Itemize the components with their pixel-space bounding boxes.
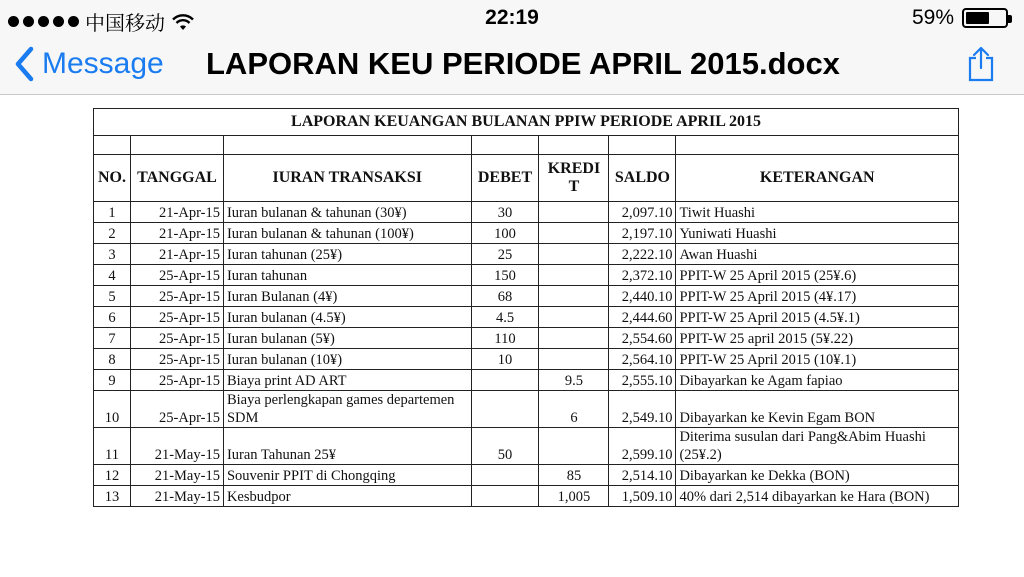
document-viewer[interactable] — [0, 95, 1024, 577]
cell-tanggal: 21-May-15 — [130, 486, 223, 507]
cell-debet: 4.5 — [471, 307, 539, 328]
cell-no: 1 — [94, 202, 131, 223]
cell-tanggal: 25-Apr-15 — [130, 349, 223, 370]
cell-debet: 100 — [471, 223, 539, 244]
cell-saldo: 2,554.60 — [609, 328, 676, 349]
cell-keterangan: Dibayarkan ke Kevin Egam BON — [676, 391, 959, 428]
cell-no: 7 — [94, 328, 131, 349]
share-icon[interactable] — [966, 46, 996, 82]
cell-kredit — [539, 265, 609, 286]
report-table — [93, 108, 959, 507]
report-title: LAPORAN KEUANGAN BULANAN PPIW PERIODE APRIL 2015 — [94, 109, 959, 136]
cell-no: 10 — [94, 391, 131, 428]
header-kredit: KREDI T — [539, 155, 609, 202]
back-label: Message — [42, 47, 164, 80]
cell-kredit — [539, 286, 609, 307]
cell-saldo: 2,549.10 — [609, 391, 676, 428]
cell-no: 13 — [94, 486, 131, 507]
cell-keterangan: Diterima susulan dari Pang&Abim Huashi (25¥.2) — [676, 428, 959, 465]
cell-debet: 110 — [471, 328, 539, 349]
cell-tanggal: 21-Apr-15 — [130, 202, 223, 223]
cell-saldo: 2,197.10 — [609, 223, 676, 244]
cell-keterangan: Yuniwati Huashi — [676, 223, 959, 244]
cell-keterangan: PPIT-W 25 April 2015 (4¥.17) — [676, 286, 959, 307]
cell-kredit — [539, 202, 609, 223]
header-debet: DEBET — [471, 155, 539, 202]
table-row — [94, 307, 959, 328]
header-keterangan: KETERANGAN — [676, 155, 959, 202]
cell-tanggal: 25-Apr-15 — [130, 370, 223, 391]
cell-saldo: 2,222.10 — [609, 244, 676, 265]
carrier-label: 中国移动 — [85, 13, 165, 35]
cell-no: 6 — [94, 307, 131, 328]
cell-transaksi: Iuran bulanan & tahunan (30¥) — [223, 202, 471, 223]
cell-keterangan: Awan Huashi — [676, 244, 959, 265]
table-row — [94, 465, 959, 486]
cell-debet: 25 — [471, 244, 539, 265]
blank-row — [94, 136, 959, 155]
cell-no: 12 — [94, 465, 131, 486]
cell-kredit: 9.5 — [539, 370, 609, 391]
cell-saldo: 2,514.10 — [609, 465, 676, 486]
status-time: 22:19 — [485, 6, 539, 29]
cell-transaksi: Iuran tahunan — [223, 265, 471, 286]
cell-transaksi: Iuran bulanan (5¥) — [223, 328, 471, 349]
cell-kredit: 1,005 — [539, 486, 609, 507]
cell-tanggal: 21-May-15 — [130, 465, 223, 486]
cell-debet: 150 — [471, 265, 539, 286]
cell-saldo: 1,509.10 — [609, 486, 676, 507]
cell-keterangan: PPIT-W 25 april 2015 (5¥.22) — [676, 328, 959, 349]
cell-no: 9 — [94, 370, 131, 391]
table-row — [94, 223, 959, 244]
header-iuran-transaksi: IURAN TRANSAKSI — [223, 155, 471, 202]
cell-keterangan: Dibayarkan ke Agam fapiao — [676, 370, 959, 391]
table-row — [94, 391, 959, 428]
cell-kredit — [539, 307, 609, 328]
cell-keterangan: PPIT-W 25 April 2015 (4.5¥.1) — [676, 307, 959, 328]
cell-kredit: 85 — [539, 465, 609, 486]
cell-tanggal: 21-Apr-15 — [130, 244, 223, 265]
table-row — [94, 328, 959, 349]
cell-keterangan: 40% dari 2,514 dibayarkan ke Hara (BON) — [676, 486, 959, 507]
table-row — [94, 486, 959, 507]
back-button[interactable] — [12, 44, 164, 84]
cell-transaksi: Iuran bulanan & tahunan (100¥) — [223, 223, 471, 244]
cell-kredit — [539, 328, 609, 349]
cell-saldo: 2,555.10 — [609, 370, 676, 391]
cell-no: 11 — [94, 428, 131, 465]
battery-percent: 59% — [911, 6, 954, 29]
cell-transaksi: Iuran bulanan (4.5¥) — [223, 307, 471, 328]
cell-kredit — [539, 223, 609, 244]
cell-transaksi: Biaya print AD ART — [223, 370, 471, 391]
cell-transaksi: Iuran tahunan (25¥) — [223, 244, 471, 265]
cell-no: 4 — [94, 265, 131, 286]
cell-kredit — [539, 428, 609, 465]
navigation-bar — [0, 36, 1024, 95]
table-row — [94, 428, 959, 465]
cell-transaksi: Iuran bulanan (10¥) — [223, 349, 471, 370]
table-row — [94, 244, 959, 265]
battery-icon — [962, 8, 1008, 28]
cell-saldo: 2,599.10 — [609, 428, 676, 465]
table-row — [94, 286, 959, 307]
cell-tanggal: 21-May-15 — [130, 428, 223, 465]
cell-tanggal: 25-Apr-15 — [130, 286, 223, 307]
status-bar — [0, 0, 1024, 36]
cell-debet: 50 — [471, 428, 539, 465]
cell-debet — [471, 391, 539, 428]
cell-tanggal: 25-Apr-15 — [130, 307, 223, 328]
cell-saldo: 2,097.10 — [609, 202, 676, 223]
table-row — [94, 202, 959, 223]
cell-tanggal: 25-Apr-15 — [130, 265, 223, 286]
cell-keterangan: PPIT-W 25 April 2015 (25¥.6) — [676, 265, 959, 286]
header-saldo: SALDO — [609, 155, 676, 202]
header-no: NO. — [94, 155, 131, 202]
cell-kredit — [539, 349, 609, 370]
header-tanggal: TANGGAL — [130, 155, 223, 202]
status-right — [912, 6, 1008, 30]
cell-keterangan: Dibayarkan ke Dekka (BON) — [676, 465, 959, 486]
table-row — [94, 265, 959, 286]
cell-transaksi: Kesbudpor — [223, 486, 471, 507]
cell-debet — [471, 465, 539, 486]
page-title: LAPORAN KEU PERIODE APRIL 2015.docx — [206, 46, 840, 81]
header-row — [94, 155, 959, 202]
cell-transaksi: Biaya perlengkapan games departemen SDM — [223, 391, 471, 428]
cell-keterangan: Tiwit Huashi — [676, 202, 959, 223]
cell-tanggal: 25-Apr-15 — [130, 391, 223, 428]
chevron-left-icon — [12, 44, 36, 84]
cell-saldo: 2,444.60 — [609, 307, 676, 328]
cell-transaksi: Souvenir PPIT di Chongqing — [223, 465, 471, 486]
cell-debet: 68 — [471, 286, 539, 307]
cell-tanggal: 25-Apr-15 — [130, 328, 223, 349]
cell-debet: 10 — [471, 349, 539, 370]
cell-transaksi: Iuran Bulanan (4¥) — [223, 286, 471, 307]
cell-no: 2 — [94, 223, 131, 244]
cell-saldo: 2,564.10 — [609, 349, 676, 370]
cell-saldo: 2,440.10 — [609, 286, 676, 307]
cell-kredit: 6 — [539, 391, 609, 428]
table-row — [94, 370, 959, 391]
cell-tanggal: 21-Apr-15 — [130, 223, 223, 244]
cell-no: 8 — [94, 349, 131, 370]
cell-kredit — [539, 244, 609, 265]
cell-debet — [471, 486, 539, 507]
cell-saldo: 2,372.10 — [609, 265, 676, 286]
cell-debet — [471, 370, 539, 391]
cell-keterangan: PPIT-W 25 April 2015 (10¥.1) — [676, 349, 959, 370]
cell-no: 3 — [94, 244, 131, 265]
table-row — [94, 349, 959, 370]
cell-transaksi: Iuran Tahunan 25¥ — [223, 428, 471, 465]
cell-no: 5 — [94, 286, 131, 307]
cell-debet: 30 — [471, 202, 539, 223]
